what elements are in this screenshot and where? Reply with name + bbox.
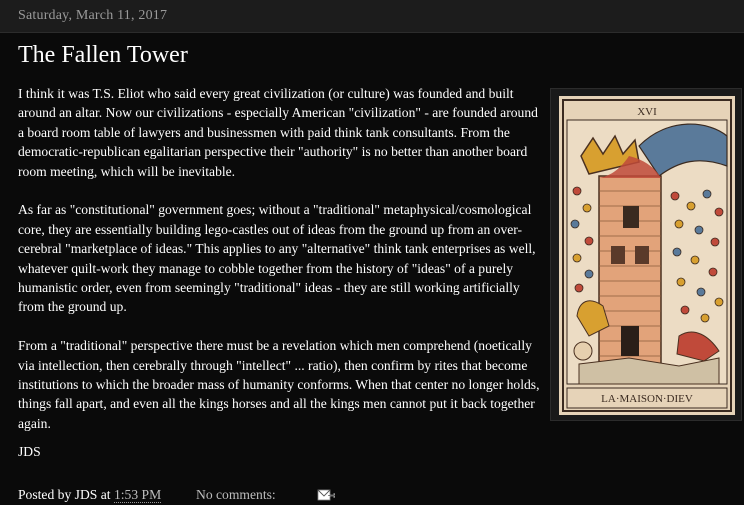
post-timestamp-link[interactable]: 1:53 PM [113,487,162,502]
tarot-card-image[interactable] [550,88,742,421]
posted-by-label: Posted by [18,487,72,502]
post-title[interactable]: The Fallen Tower [18,42,188,68]
post-paragraph: From a "traditional" perspective there must be a revelation which men comprehend (noetically via intellection, then cerebrally through "intellect" ... ratio), then confirm by rites that become institutions to which the broader mass of humanity conforms. When that center no longer holds, things fall apart, and even all the kings horses and all the kings men cannot put it back together again. [18,338,540,431]
card-numeral: XVI [637,106,657,118]
post-paragraph: I think it was T.S. Eliot who said every great civilization (or culture) was founded and built around an altar. Now our civilizations - especially American "civilization" - are founded around a board room table of lawyers and businessmen with paid think tank consultants. From the democratic-republican egalitarian perspective their "authority" is no better than another board room meeting, which will be inevitable. [18,86,538,179]
date-header [0,0,744,33]
author-link[interactable]: JDS [74,487,98,502]
post-body [18,84,543,453]
tower-tarot-card [559,96,735,415]
card-caption: LA·MAISON·DIEV [601,393,693,405]
comments-link[interactable]: No comments: [196,487,276,502]
post-paragraph: As far as "constitutional" government goes; without a "traditional" metaphysical/cosmological core, they are essentially building lego-castles out of ideas from the ground up from an over-cerebral "marketplace of ideas." This applies to any "alternative" think tank enterprises as well, whatever quilt-work they manage to cobble together from the history of "ideas" of a purely humanistic order, even from seemingly "traditional" ideas - they are still working artificially from the ground up. [18,202,536,315]
post-date: Saturday, March 11, 2017 [18,8,168,23]
post-footer [18,487,161,503]
post-signature: JDS [18,444,41,459]
at-label: at [100,487,111,502]
email-post-icon[interactable] [317,488,335,502]
